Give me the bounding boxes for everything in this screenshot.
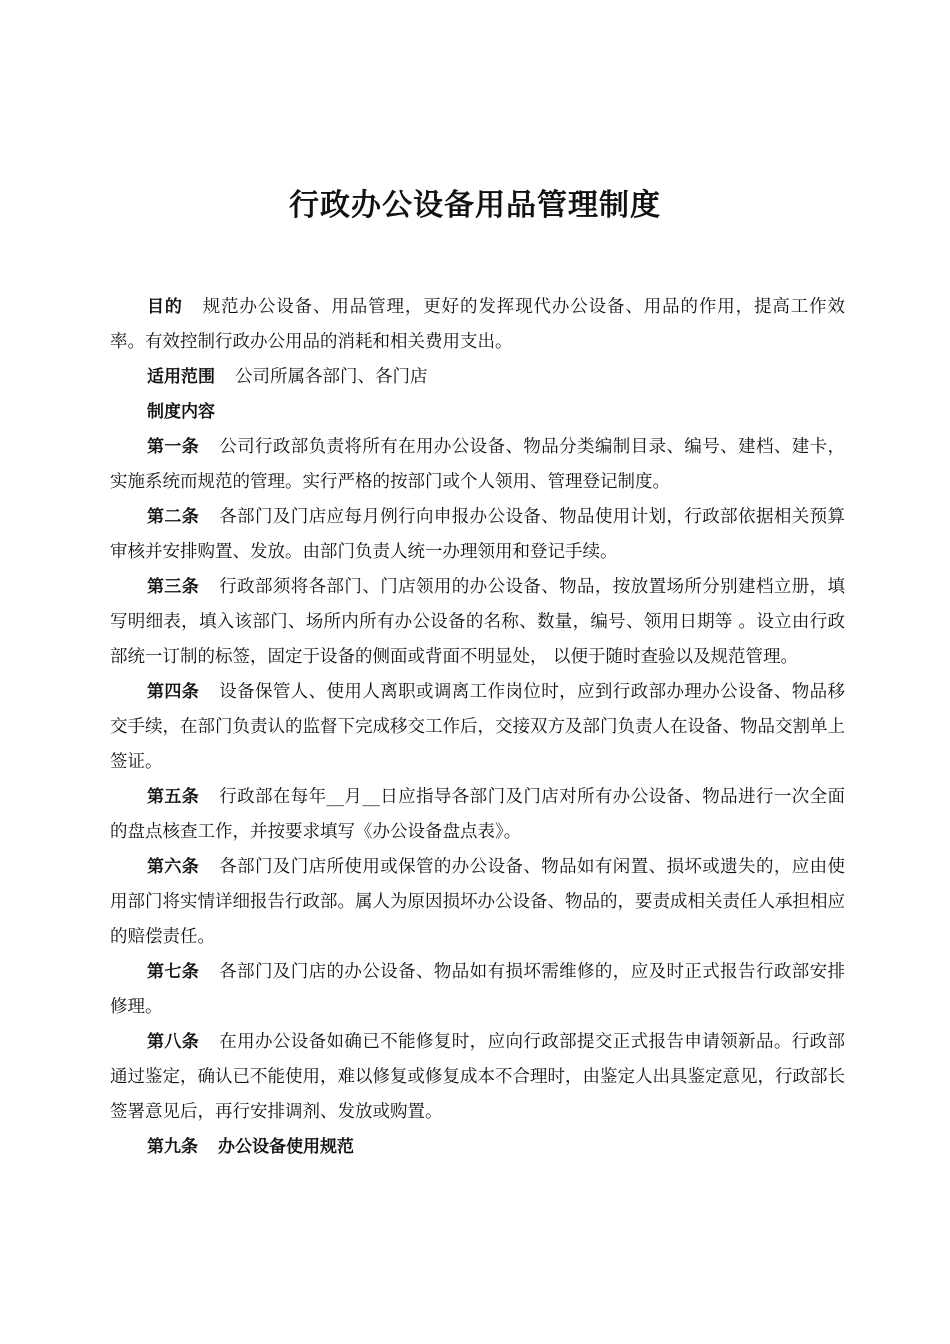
article-paragraph [110, 955, 845, 1025]
article-paragraph [110, 570, 845, 675]
content-heading-label: 制度内容 [147, 402, 215, 422]
purpose-text: 规范办公设备、用品管理，更好的发挥现代办公设备、用品的作用，提高工作效率。有效控制行政办公用品的消耗和相关费用支出。 [110, 297, 845, 352]
article-text: 行政部须将各部门、门店领用的办公设备、物品，按放置场所分别建档立册，填写明细表，填入该部门、场所内所有办公设备的名称、数量，编号、领用日期等 。设立由行政部统一订制的标签，固定于设备的侧面或背面不明显处， 以便于随时查验以及规范管理。 [110, 577, 846, 667]
article-heading-text: 办公设备使用规范 [218, 1137, 354, 1157]
article-text: 公司行政部负责将所有在用办公设备、物品分类编制目录、编号、建档、建卡，实施系统而规范的管理。实行严格的按部门或个人领用、管理登记制度。 [110, 437, 846, 492]
article-label: 第八条 [147, 1032, 200, 1052]
article-paragraph [110, 675, 845, 780]
article-text: 设备保管人、使用人离职或调离工作岗位时，应到行政部办理办公设备、物品移交手续，在部门负责认的监督下完成移交工作后，交接双方及部门负责人在设备、物品交割单上签证。 [110, 682, 846, 772]
scope-text: 公司所属各部门、各门店 [235, 367, 428, 387]
article-text: 行政部在每年__月__日应指导各部门及门店对所有办公设备、物品进行一次全面的盘点核查工作，并按要求填写《办公设备盘点表》。 [110, 787, 846, 842]
article-paragraph [110, 1025, 845, 1130]
article-text: 各部门及门店所使用或保管的办公设备、物品如有闲置、损坏或遗失的，应由使用部门将实情详细报告行政部。属人为原因损坏办公设备、物品的，要责成相关责任人承担相应的赔偿责任。 [110, 857, 846, 947]
article-label: 第四条 [147, 682, 200, 702]
article-label: 第五条 [147, 787, 200, 807]
article-paragraph [110, 1130, 845, 1165]
article-paragraph [110, 850, 845, 955]
article-text: 各部门及门店的办公设备、物品如有损坏需维修的，应及时正式报告行政部安排修理。 [110, 962, 846, 1017]
purpose-paragraph [110, 290, 845, 360]
article-paragraph [110, 430, 845, 500]
article-label: 第七条 [147, 962, 200, 982]
page-title: 行政办公设备用品管理制度 [289, 188, 661, 223]
article-text: 在用办公设备如确已不能修复时，应向行政部提交正式报告申请领新品。行政部通过鉴定，确认已不能使用，难以修复或修复成本不合理时，由鉴定人出具鉴定意见，行政部长签署意见后，再行安排调剂、发放或购置。 [110, 1032, 846, 1122]
scope-paragraph [110, 360, 845, 395]
article-paragraph [110, 500, 845, 570]
article-text: 各部门及门店应每月例行向申报办公设备、物品使用计划，行政部依据相关预算审核并安排购置、发放。由部门负责人统一办理领用和登记手续。 [110, 507, 846, 562]
purpose-label: 目的 [147, 297, 183, 317]
content-heading [110, 395, 845, 430]
article-label: 第三条 [147, 577, 200, 597]
scope-label: 适用范围 [147, 367, 215, 387]
article-label: 第一条 [147, 437, 200, 457]
article-label: 第六条 [147, 857, 200, 877]
article-paragraph [110, 780, 845, 850]
article-label: 第九条 [147, 1137, 198, 1157]
article-label: 第二条 [147, 507, 200, 527]
document-body [110, 290, 845, 1165]
